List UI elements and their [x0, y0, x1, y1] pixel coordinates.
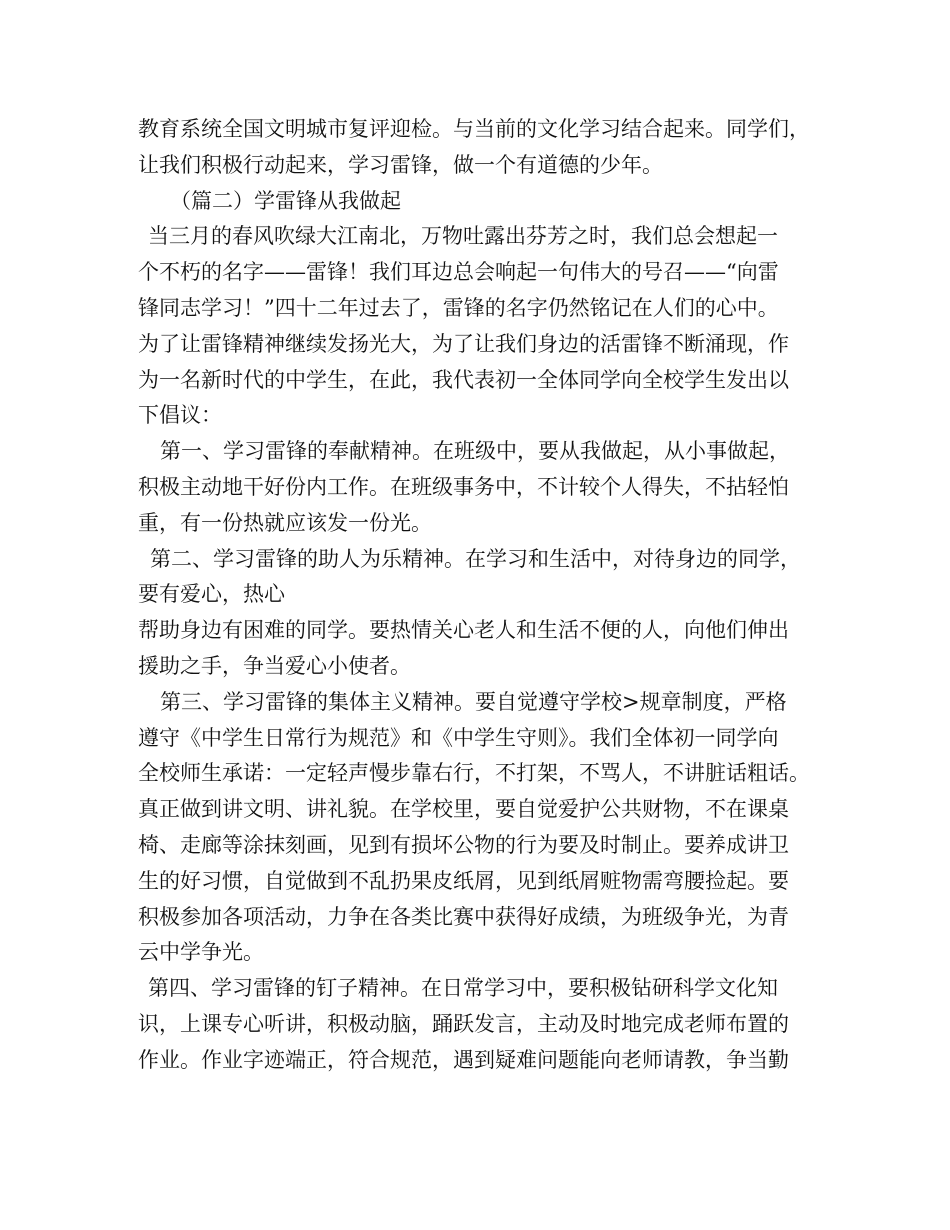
text-line: 椅、走廊等涂抹刻画，见到有损坏公物的行为要及时制止。要养成讲卫	[138, 832, 789, 857]
text-line: 全校师生承诺：一定轻声慢步靠右行，不打架，不骂人，不讲脏话粗话。	[138, 761, 810, 786]
text-line: 让我们积极行动起来，学习雷锋，做一个有道德的少年。	[138, 152, 663, 177]
text-line: 积极参加各项活动，力争在各类比赛中获得好成绩，为班级争光，为青	[138, 904, 789, 929]
text-line: 为了让雷锋精神继续发扬光大，为了让我们身边的活雷锋不断涌现，作	[138, 331, 789, 356]
text-line: 积极主动地干好份内工作。在班级事务中，不计较个人得失，不拈轻怕	[138, 474, 789, 499]
text-line: 遵守《中学生日常行为规范》和《中学生守则》。我们全体初一同学向	[138, 725, 779, 750]
text-line: 第四、学习雷锋的钉子精神。在日常学习中，要积极钻研科学文化知	[148, 976, 778, 1001]
text-line: 要有爱心，热心	[138, 582, 285, 607]
text-line: 教育系统全国文明城市复评迎检。与当前的文化学习结合起来。同学们，	[138, 117, 810, 141]
text-line: 第三、学习雷锋的集体主义精神。要自觉遵守学校>规章制度，严格	[160, 689, 787, 714]
text-line: 重，有一份热就应该发一份光。	[138, 510, 432, 535]
text-line: （篇二）学雷锋从我做起	[170, 188, 401, 213]
document-body	[138, 112, 838, 1079]
text-line: 锋同志学习！”四十二年过去了，雷锋的名字仍然铭记在人们的心中。	[138, 295, 779, 320]
text-line: 当三月的春风吹绿大江南北，万物吐露出芬芳之时，我们总会想起一	[148, 224, 778, 249]
text-line: 下倡议：	[138, 403, 222, 428]
text-line: 第二、学习雷锋的助人为乐精神。在学习和生活中，对待身边的同学，	[150, 546, 801, 571]
text-line: 援助之手，争当爱心小使者。	[138, 653, 411, 678]
text-line: 生的好习惯，自觉做到不乱扔果皮纸屑，见到纸屑赃物需弯腰捡起。要	[138, 868, 789, 893]
text-line: 帮助身边有困难的同学。要热情关心老人和生活不便的人，向他们伸出	[138, 618, 789, 643]
text-line: 个不朽的名字——雷锋！我们耳边总会响起一句伟大的号召——“向雷	[138, 260, 779, 285]
text-line: 第一、学习雷锋的奉献精神。在班级中，要从我做起，从小事做起，	[160, 439, 790, 464]
text-line: 识，上课专心听讲，积极动脑，踊跃发言，主动及时地完成老师布置的	[138, 1011, 789, 1036]
text-line: 为一名新时代的中学生，在此，我代表初一全体同学向全校学生发出以	[138, 367, 789, 392]
text-line: 作业。作业字迹端正，符合规范，遇到疑难问题能向老师请教，争当勤	[138, 1047, 789, 1072]
text-line: 云中学争光。	[138, 940, 264, 965]
text-line: 真正做到讲文明、讲礼貌。在学校里，要自觉爱护公共财物，不在课桌	[138, 797, 789, 822]
